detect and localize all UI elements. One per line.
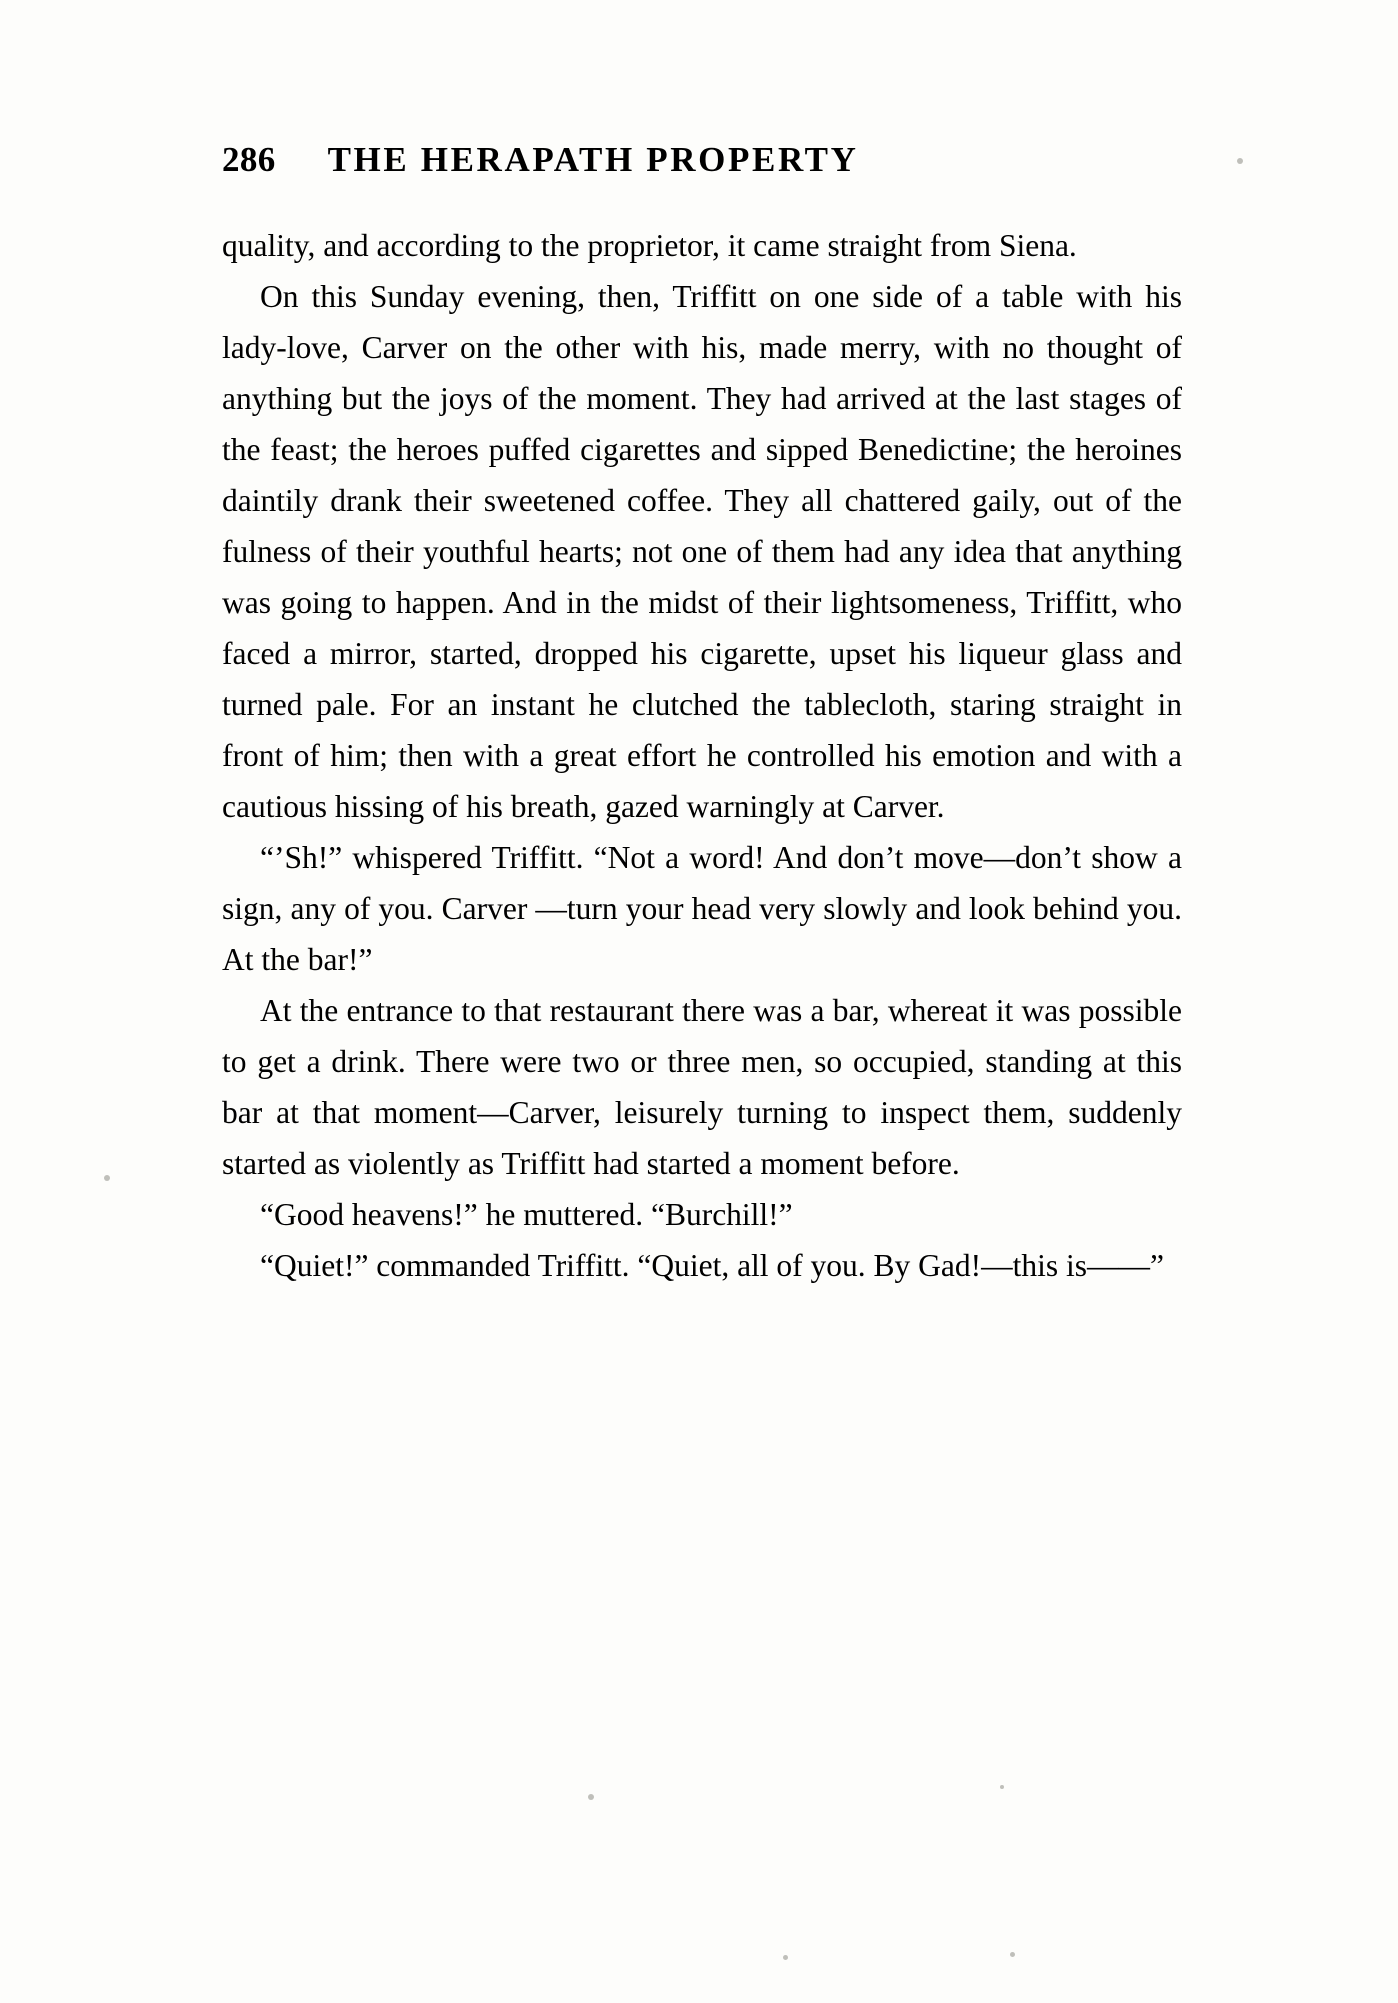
- paragraph: “’Sh!” whispered Triffitt. “Not a word! And don’t move—don’t show a sign, any of you. Carver —turn your head very slowly and look behind you. At the bar!”: [222, 840, 1182, 977]
- paragraph: quality, and according to the proprietor, it came straight from Siena.: [222, 228, 1077, 263]
- book-title: THE HERAPATH PROPERTY: [327, 140, 859, 179]
- page-speck: [1237, 158, 1243, 164]
- page-speck: [588, 1794, 594, 1800]
- paragraph: On this Sunday evening, then, Triffitt on one side of a table with his lady-love, Carver on the other with his, made merry, with no thought of anything but the joys of the moment. They had arrived at the last stages of the feast; the heroes puffed cigarettes and sipped Benedictine; the heroines daintily drank their sweetened coffee. They all chattered gaily, out of the fulness of their youthful hearts; not one of them had any idea that anything was going to happen. And in the midst of their lightsomeness, Triffitt, who faced a mirror, started, dropped his cigarette, upset his liqueur glass and turned pale. For an instant he clutched the tablecloth, staring straight in front of him; then with a great effort he controlled his emotion and with a cautious hissing of his breath, gazed warningly at Carver.: [222, 279, 1182, 824]
- paragraph: At the entrance to that restaurant there was a bar, whereat it was possible to get a drink. There were two or three men, so occupied, standing at this bar at that moment—Carver, leisurely turning to inspect them, suddenly started as violently as Triffitt had started a moment before.: [222, 993, 1182, 1181]
- running-head: [222, 140, 1182, 180]
- body-text: [222, 220, 1182, 1291]
- page-content: [222, 140, 1182, 1291]
- page-speck: [1000, 1785, 1004, 1789]
- page-speck: [783, 1955, 788, 1960]
- page-speck: [104, 1175, 110, 1181]
- page-number: 286: [222, 140, 276, 179]
- paragraph: “Good heavens!” he muttered. “Burchill!”: [260, 1197, 793, 1232]
- paragraph: “Quiet!” commanded Triffitt. “Quiet, all of you. By Gad!—this is——”: [260, 1248, 1165, 1283]
- page-speck: [1010, 1952, 1015, 1957]
